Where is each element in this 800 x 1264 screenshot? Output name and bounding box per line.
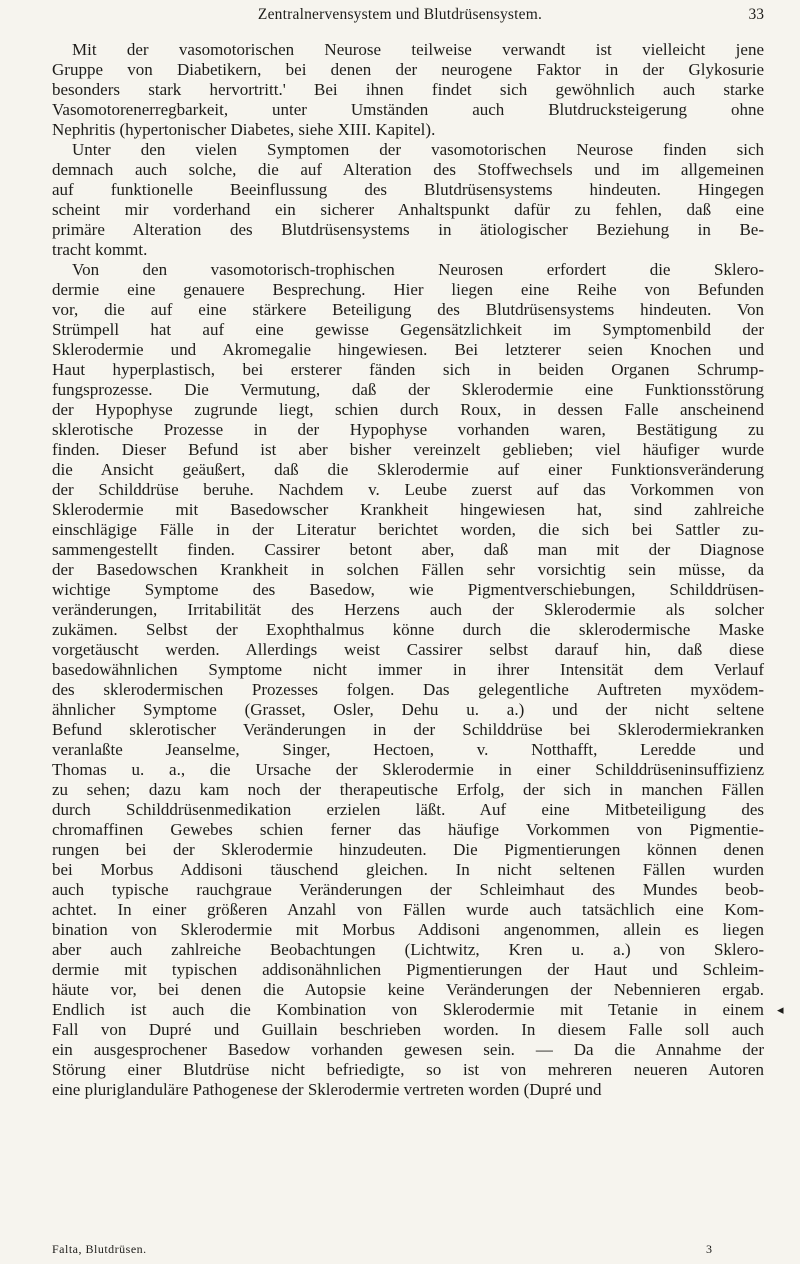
text-line: zu sehen; dazu kam noch der therapeutische Erfolg, der sich in manchen Fällen (52, 780, 764, 799)
text-line: eine pluriglanduläre Pathogenese der Sklerodermie vertreten worden (Dupré und (52, 1080, 602, 1099)
text-line: Mit der vasomotorischen Neurose teilweise verwandt ist vielleicht jene (72, 40, 764, 59)
text-line: basedowähnlichen Symptome nicht immer in ihrer Intensität dem Verlauf (52, 660, 764, 679)
text-line: bination von Sklerodermie mit Morbus Addisoni angenommen, allein es liegen (52, 920, 764, 939)
text-line: der Hypophyse zugrunde liegt, schien durch Roux, in dessen Falle anscheinend (52, 400, 764, 419)
text-line: veränderungen, Irritabilität des Herzens auch der Sklerodermie als solcher (52, 600, 764, 619)
text-line: durch Schilddrüsenmedikation erzielen läßt. Auf eine Mitbeteiligung des (52, 800, 764, 819)
text-line: Endlich ist auch die Kombination von Sklerodermie mit Tetanie in einem (52, 1000, 764, 1019)
text-line: Gruppe von Diabetikern, bei denen der neurogene Faktor in der Glykosurie (52, 60, 764, 79)
text-line: der Basedowschen Krankheit in solchen Fällen sehr vorsichtig sein müsse, da (52, 560, 764, 579)
text-line: dermie mit typischen addisonähnlichen Pigmentierungen der Haut und Schleim- (52, 960, 764, 979)
text-line: Haut hyperplastisch, bei ersterer fänden sich in beiden Organen Schrump- (52, 360, 764, 379)
margin-mark: ◂ (777, 1002, 784, 1017)
page-footer (52, 1242, 764, 1260)
text-line: veranlaßte Jeanselme, Singer, Hectoen, v. Notthafft, Leredde und (52, 740, 764, 759)
signature-mark: 3 (706, 1242, 712, 1256)
text-line: fungsprozesse. Die Vermutung, daß der Sklerodermie eine Funktionsstörung (52, 380, 764, 399)
text-line: achtet. In einer größeren Anzahl von Fällen wurde auch tatsächlich eine Kom- (52, 900, 764, 919)
text-line: des sklerodermischen Prozesses folgen. Das gelegentliche Auftreten myxödem- (52, 680, 764, 699)
text-line: häute vor, bei denen die Autopsie keine Veränderungen der Nebennieren ergab. (52, 980, 764, 999)
footer-note: Falta, Blutdrüsen. (52, 1242, 147, 1256)
text-line: Thomas u. a., die Ursache der Sklerodermie in einer Schilddrüseninsuffizienz (52, 760, 764, 779)
text-line: der Schilddrüse beruhe. Nachdem v. Leube zuerst auf das Vorkommen von (52, 480, 764, 499)
text-line: auch typische rauchgraue Veränderungen der Schleimhaut des Mundes beob- (52, 880, 764, 899)
text-line: vorgetäuscht werden. Allerdings weist Cassirer selbst darauf hin, daß diese (52, 640, 764, 659)
text-line: Strümpell hat auf eine gewisse Gegensätzlichkeit im Symptomenbild der (52, 320, 764, 339)
text-line: primäre Alteration des Blutdrüsensystems in ätiologischer Beziehung in Be- (52, 220, 764, 239)
text-line: Störung einer Blutdrüse nicht befriedigte, so ist von mehreren neueren Autoren (52, 1060, 764, 1079)
text-line: ähnlicher Symptome (Grasset, Osler, Dehu u. a.) und der nicht seltene (52, 700, 764, 719)
text-line: sklerotische Prozesse in der Hypophyse vorhanden waren, Bestätigung zu (52, 420, 764, 439)
body-text (52, 40, 764, 1100)
text-line: scheint mir vorderhand ein sicherer Anhaltspunkt dafür zu fehlen, daß eine (52, 200, 764, 219)
text-line: Von den vasomotorisch-trophischen Neurosen erfordert die Sklero- (72, 260, 764, 279)
text-line: chromaffinen Gewebes schien ferner das häufige Vorkommen von Pigmentie- (52, 820, 764, 839)
text-line: rungen bei der Sklerodermie hinzudeuten. Die Pigmentierungen können denen (52, 840, 764, 859)
page-number: 33 (748, 6, 764, 23)
text-line: die Ansicht geäußert, daß die Sklerodermie auf einer Funktionsveränderung (52, 460, 764, 479)
text-line: Unter den vielen Symptomen der vasomotorischen Neurose finden sich (72, 140, 764, 159)
text-line: Fall von Dupré und Guillain beschrieben worden. In diesem Falle soll auch (52, 1020, 764, 1039)
text-line: Vasomotorenerregbarkeit, unter Umständen auch Blutdrucksteigerung ohne (52, 100, 764, 119)
text-line: finden. Dieser Befund ist aber bisher vereinzelt geblieben; viel häufiger wurde (52, 440, 764, 459)
text-line: einschlägige Fälle in der Literatur berichtet worden, die sich bei Sattler zu- (52, 520, 764, 539)
text-line: bei Morbus Addisoni täuschend gleichen. In nicht seltenen Fällen wurden (52, 860, 764, 879)
page-header (0, 2, 800, 26)
text-line: aber auch zahlreiche Beobachtungen (Lichtwitz, Kren u. a.) von Sklero- (52, 940, 764, 959)
text-line: auf funktionelle Beeinflussung des Blutdrüsensystems hindeuten. Hingegen (52, 180, 764, 199)
running-title: Zentralnervensystem und Blutdrüsensystem. (257, 6, 543, 23)
text-line: Sklerodermie mit Basedowscher Krankheit hingewiesen hat, sind zahlreiche (52, 500, 764, 519)
text-line: ein ausgesprochener Basedow vorhanden gewesen sein. — Da die Annahme der (52, 1040, 764, 1059)
text-line: Befund sklerotischer Veränderungen in der Schilddrüse bei Sklerodermiekranken (52, 720, 764, 739)
text-line: demnach auch solche, die auf Alteration des Stoffwechsels und im allgemeinen (52, 160, 764, 179)
text-line: zukämen. Selbst der Exophthalmus könne durch die sklerodermische Maske (52, 620, 764, 639)
text-line: vor, die auf eine stärkere Beteiligung des Blutdrüsensystems hindeuten. Von (52, 300, 764, 319)
text-line: sammengestellt finden. Cassirer betont aber, daß man mit der Diagnose (52, 540, 764, 559)
text-line: Nephritis (hypertonischer Diabetes, siehe XIII. Kapitel). (52, 120, 436, 139)
text-line: wichtige Symptome des Basedow, wie Pigmentverschiebungen, Schilddrüsen- (52, 580, 764, 599)
text-line: Sklerodermie und Akromegalie hingewiesen. Bei letzterer seien Knochen und (52, 340, 764, 359)
text-line: tracht kommt. (52, 240, 148, 259)
text-line: besonders stark hervortritt.' Bei ihnen findet sich gewöhnlich auch starke (52, 80, 764, 99)
text-line: dermie eine genauere Besprechung. Hier liegen eine Reihe von Befunden (52, 280, 764, 299)
